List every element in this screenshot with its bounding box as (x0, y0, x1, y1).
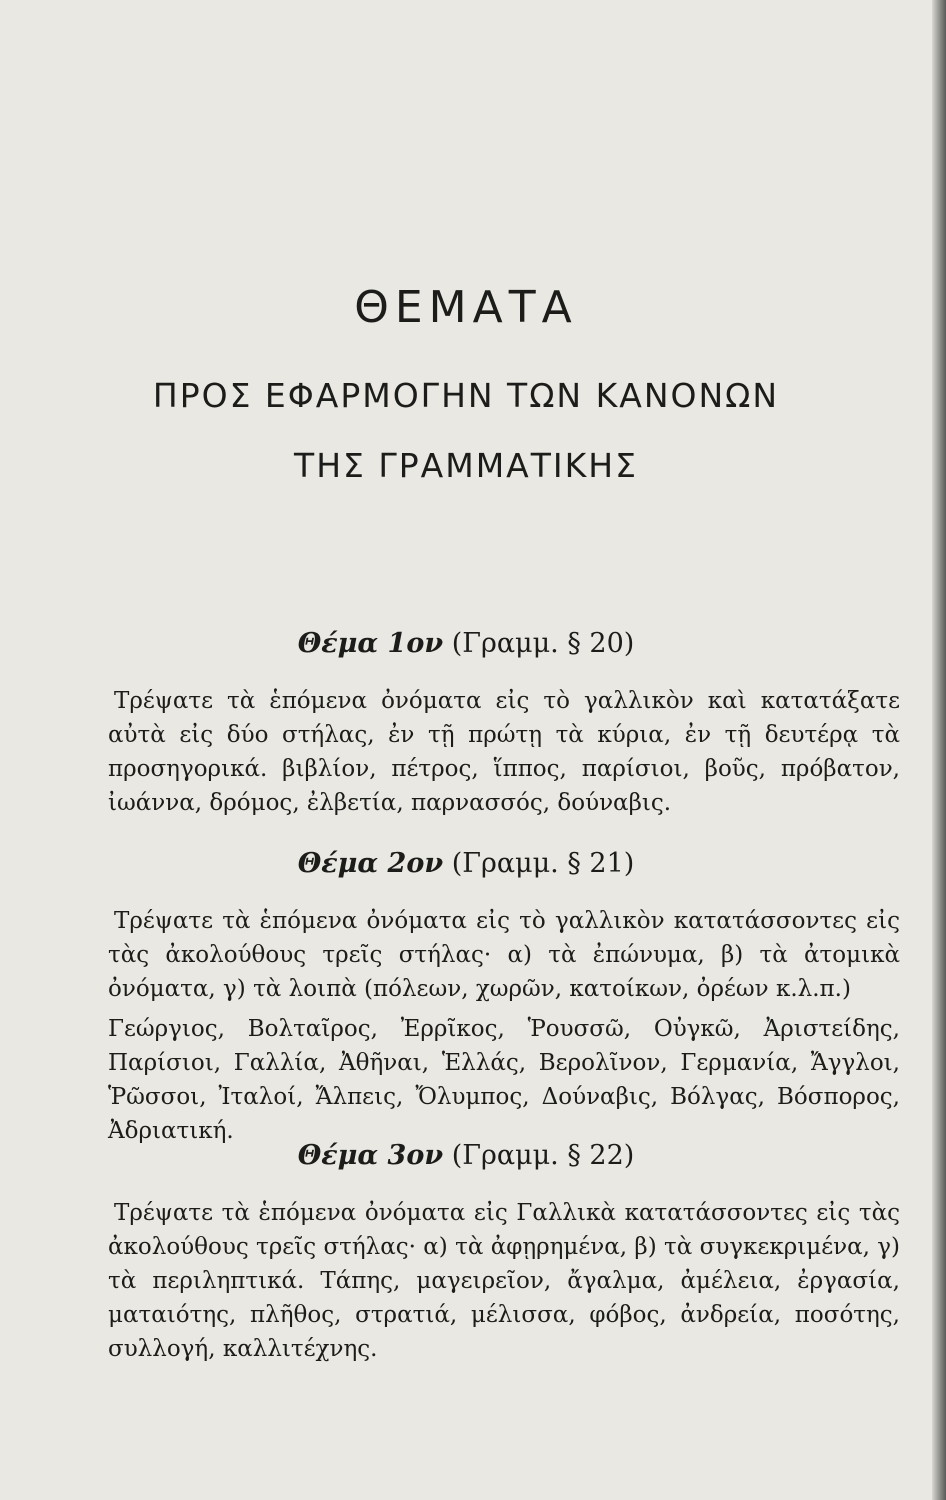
exercise-2-label: Θέμα 2ον (297, 848, 444, 879)
subtitle-line-1: ΠΡΟΣ ΕΦΑΡΜΟΓΗΝ ΤΩΝ ΚΑΝΟΝΩΝ (152, 376, 780, 415)
exercise-3-heading (0, 1140, 932, 1171)
exercise-1-text: Τρέψατε τὰ ἑπόμενα ὀνόματα εἰς τὸ γαλλικὸν καὶ κατατάξατε αὐτὰ εἰς δύο στήλας, ἐν τῇ πρώτῃ τὰ κύρια, ἐν τῇ δευτέρᾳ τὰ προσηγορικά. βιβλίον, πέτρος, ἵππος, παρίσιοι, βοῦς, πρόβατον, ἰωάννα, δρόμος, ἐλβετία, παρνασσός, δούναβις. (108, 688, 900, 816)
page-title: ΘΕΜΑΤΑ (354, 282, 578, 333)
exercise-1-reference: (Γραμμ. § 20) (451, 628, 635, 659)
exercise-1-heading (0, 628, 932, 659)
exercise-1-label: Θέμα 1ον (297, 628, 444, 659)
exercise-2-text: Τρέψατε τὰ ἑπόμενα ὀνόματα εἰς τὸ γαλλικὸν κατατάσσοντες εἰς τὰς ἀκολούθους τρεῖς στήλας· α) τὰ ἐπώνυμα, β) τὰ ἀτομικὰ ὀνόματα, γ) τὰ λοιπὰ (πόλεων, χωρῶν, κατοίκων, ὀρέων κ.λ.π.) (108, 908, 900, 1002)
exercise-2-word-list: Γεώργιος, Βολταῖρος, Ἐρρῖκος, Ῥουσσῶ, Οὐγκῶ, Ἀριστείδης, Παρίσιοι, Γαλλία, Ἀθῆναι, Ἑλλάς, Βερολῖνον, Γερμανία, Ἄγγλοι, Ῥῶσσοι, Ἰταλοί, Ἄλπεις, Ὄλυμπος, Δούναβις, Βόλγας, Βόσπορος, Ἀδριατική. (108, 1016, 900, 1144)
exercise-3-text: Τρέψατε τὰ ἑπόμενα ὀνόματα εἰς Γαλλικὰ κατατάσσοντες εἰς τὰς ἀκολούθους τρεῖς στήλας· α) τὰ ἀφῃρημένα, β) τὰ συγκεκριμένα, γ) τὰ περιληπτικά. Τάπης, μαγειρεῖον, ἄγαλμα, ἀμέλεια, ἐργασία, ματαιότης, πλῆθος, στρατιά, μέλισσα, φόβος, ἀνδρεία, ποσότης, συλλογή, καλλιτέχνης. (108, 1200, 900, 1362)
subtitle-line-2: ΤΗΣ ΓΡΑΜΜΑΤΙΚΗΣ (294, 446, 638, 485)
exercise-3-label: Θέμα 3ον (297, 1140, 444, 1171)
exercise-3-reference: (Γραμμ. § 22) (451, 1140, 635, 1171)
exercise-2-heading (0, 848, 932, 879)
exercise-2-reference: (Γραμμ. § 21) (451, 848, 635, 879)
page-edge-shadow (932, 0, 946, 1500)
